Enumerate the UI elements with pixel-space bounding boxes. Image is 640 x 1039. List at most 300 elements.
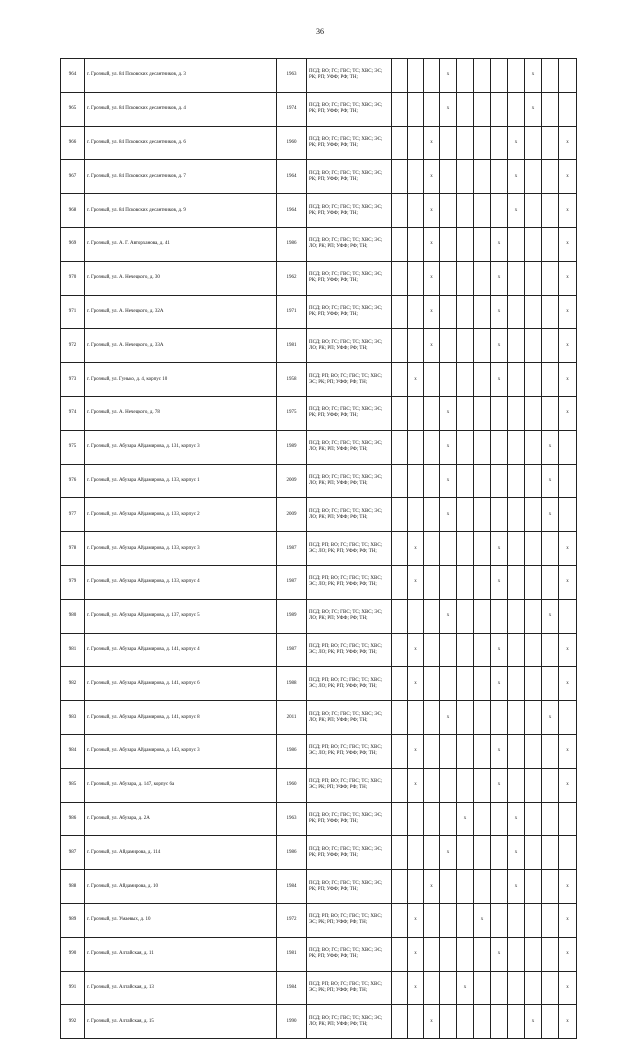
mark-cell	[392, 59, 408, 93]
services-cell: ПСД; ВО; ГС; ГВС; ТС; ХВС; ЭС; РК; РП; УФФ; РФ; ТН;	[307, 160, 392, 194]
mark-cell	[508, 227, 525, 261]
mark-cell	[542, 295, 559, 329]
mark-cell	[408, 59, 424, 93]
mark-cell	[542, 532, 559, 566]
mark-cell	[440, 126, 457, 160]
mark-cell	[457, 633, 474, 667]
address-cell: г. Грозный, ул. Абузара Айдамирова, д. 141, корпус 8	[85, 701, 277, 735]
services-cell: ПСД; ВО; ГС; ГВС; ТС; ХВС; ЭС; ЛО; РК; РП; УФФ; РФ; ТН;	[307, 227, 392, 261]
mark-cell	[542, 194, 559, 228]
table-row	[61, 194, 577, 228]
mark-cell: x	[408, 903, 424, 937]
mark-cell	[408, 701, 424, 735]
mark-cell	[542, 802, 559, 836]
mark-cell: x	[559, 295, 577, 329]
mark-cell	[424, 92, 440, 126]
address-cell: г. Грозный, ул. Абузара, д. 147, корпус 6а	[85, 768, 277, 802]
mark-cell	[525, 734, 542, 768]
mark-cell	[392, 295, 408, 329]
table-row	[61, 92, 577, 126]
services-cell: ПСД; ВО; ГС; ГВС; ТС; ХВС; ЭС; РК; РП; УФФ; РФ; ТН;	[307, 92, 392, 126]
mark-cell: x	[508, 194, 525, 228]
row-number-cell: 985	[61, 768, 85, 802]
mark-cell	[408, 329, 424, 363]
mark-cell: x	[491, 363, 508, 397]
mark-cell	[457, 667, 474, 701]
mark-cell	[457, 464, 474, 498]
mark-cell	[457, 701, 474, 735]
address-cell: г. Грозный, ул. Абузара Айдамирова, д. 141, корпус 4	[85, 633, 277, 667]
row-number-cell: 988	[61, 870, 85, 904]
mark-cell: x	[559, 903, 577, 937]
mark-cell: x	[542, 701, 559, 735]
services-cell: ПСД; ВО; ГС; ГВС; ТС; ХВС; ЭС; РК; РП; УФФ; РФ; ТН;	[307, 396, 392, 430]
mark-cell	[424, 667, 440, 701]
mark-cell	[542, 126, 559, 160]
mark-cell	[525, 396, 542, 430]
mark-cell	[508, 295, 525, 329]
mark-cell	[508, 464, 525, 498]
services-cell: ПСД; ВО; ГС; ГВС; ТС; ХВС; ЭС; РК; РП; УФФ; РФ; ТН;	[307, 126, 392, 160]
mark-cell	[525, 329, 542, 363]
mark-cell: x	[559, 227, 577, 261]
mark-cell	[424, 363, 440, 397]
mark-cell	[542, 937, 559, 971]
mark-cell	[440, 633, 457, 667]
mark-cell: x	[491, 295, 508, 329]
table-row	[61, 870, 577, 904]
year-cell: 1984	[277, 870, 307, 904]
table-row	[61, 430, 577, 464]
mark-cell: x	[525, 92, 542, 126]
address-cell: г. Грозный, ул. Абузара Айдамирова, д. 141, корпус 6	[85, 667, 277, 701]
year-cell: 1988	[277, 667, 307, 701]
mark-cell	[508, 498, 525, 532]
mark-cell	[392, 971, 408, 1005]
table-row	[61, 295, 577, 329]
mark-cell	[491, 194, 508, 228]
mark-cell	[474, 430, 491, 464]
mark-cell	[559, 464, 577, 498]
mark-cell	[559, 59, 577, 93]
mark-cell	[508, 971, 525, 1005]
mark-cell	[392, 532, 408, 566]
mark-cell	[508, 701, 525, 735]
row-number-cell: 965	[61, 92, 85, 126]
mark-cell: x	[508, 160, 525, 194]
mark-cell: x	[559, 633, 577, 667]
mark-cell: x	[508, 836, 525, 870]
mark-cell	[392, 633, 408, 667]
mark-cell	[542, 160, 559, 194]
mark-cell	[440, 667, 457, 701]
mark-cell	[457, 1005, 474, 1039]
mark-cell	[457, 565, 474, 599]
services-cell: ПСД; ВО; ГС; ГВС; ТС; ХВС; ЭС; ЛО; РК; РП; УФФ; РФ; ТН;	[307, 430, 392, 464]
table-row	[61, 396, 577, 430]
table-row	[61, 363, 577, 397]
mark-cell	[408, 126, 424, 160]
mark-cell	[542, 396, 559, 430]
mark-cell: x	[508, 870, 525, 904]
mark-cell: x	[440, 701, 457, 735]
mark-cell	[392, 701, 408, 735]
mark-cell: x	[424, 261, 440, 295]
mark-cell	[408, 464, 424, 498]
mark-cell: x	[559, 363, 577, 397]
mark-cell: x	[525, 59, 542, 93]
address-cell: г. Грозный, ул. Абузара Айдамирова, д. 133, корпус 1	[85, 464, 277, 498]
table-row	[61, 329, 577, 363]
mark-cell	[424, 734, 440, 768]
row-number-cell: 983	[61, 701, 85, 735]
table-row	[61, 532, 577, 566]
mark-cell	[474, 59, 491, 93]
mark-cell	[424, 971, 440, 1005]
mark-cell	[559, 802, 577, 836]
mark-cell	[457, 227, 474, 261]
mark-cell	[424, 802, 440, 836]
year-cell: 1963	[277, 802, 307, 836]
mark-cell: x	[508, 802, 525, 836]
mark-cell	[424, 59, 440, 93]
mark-cell	[474, 92, 491, 126]
mark-cell	[474, 701, 491, 735]
year-cell: 1975	[277, 396, 307, 430]
mark-cell	[424, 396, 440, 430]
page-number: 36	[316, 27, 324, 36]
mark-cell: x	[408, 363, 424, 397]
mark-cell: x	[542, 464, 559, 498]
mark-cell: x	[408, 971, 424, 1005]
mark-cell	[559, 92, 577, 126]
mark-cell	[457, 836, 474, 870]
row-number-cell: 973	[61, 363, 85, 397]
year-cell: 2011	[277, 701, 307, 735]
mark-cell	[440, 329, 457, 363]
year-cell: 1971	[277, 295, 307, 329]
mark-cell	[408, 599, 424, 633]
row-number-cell: 987	[61, 836, 85, 870]
year-cell: 1960	[277, 768, 307, 802]
mark-cell	[525, 532, 542, 566]
mark-cell	[424, 498, 440, 532]
mark-cell	[559, 836, 577, 870]
mark-cell	[392, 1005, 408, 1039]
mark-cell	[474, 227, 491, 261]
services-cell: ПСД; ВО; ГС; ГВС; ТС; ХВС; ЭС; РК; РП; УФФ; РФ; ТН;	[307, 937, 392, 971]
mark-cell: x	[559, 971, 577, 1005]
mark-cell	[474, 464, 491, 498]
mark-cell: x	[440, 396, 457, 430]
mark-cell	[474, 160, 491, 194]
mark-cell	[440, 160, 457, 194]
mark-cell: x	[440, 599, 457, 633]
mark-cell: x	[491, 937, 508, 971]
mark-cell	[559, 599, 577, 633]
address-cell: г. Грозный, ул. Алтайская, д. 13	[85, 971, 277, 1005]
year-cell: 1972	[277, 903, 307, 937]
mark-cell	[474, 937, 491, 971]
mark-cell	[457, 768, 474, 802]
mark-cell: x	[424, 295, 440, 329]
mark-cell: x	[491, 667, 508, 701]
mark-cell	[491, 59, 508, 93]
mark-cell	[491, 126, 508, 160]
services-cell: ПСД; ВО; ГС; ГВС; ТС; ХВС; ЭС; РК; РП; УФФ; РФ; ТН;	[307, 802, 392, 836]
mark-cell	[408, 836, 424, 870]
mark-cell: x	[559, 396, 577, 430]
address-cell: г. Грозный, ул. 84 Псковских десантников, д. 6	[85, 126, 277, 160]
address-cell: г. Грозный, ул. Алтайская, д. 15	[85, 1005, 277, 1039]
table-row	[61, 261, 577, 295]
mark-cell	[392, 667, 408, 701]
mark-cell	[392, 261, 408, 295]
mark-cell	[525, 363, 542, 397]
table-row	[61, 59, 577, 93]
mark-cell	[474, 532, 491, 566]
mark-cell	[508, 734, 525, 768]
services-cell: ПСД; РП; ВО; ГС; ГВС; ТС; ХВС; ЭС; ЛО; РК; РП; УФФ; РФ; ТН;	[307, 734, 392, 768]
mark-cell	[424, 599, 440, 633]
mark-cell: x	[408, 768, 424, 802]
mark-cell	[508, 1005, 525, 1039]
mark-cell	[424, 701, 440, 735]
mark-cell: x	[424, 126, 440, 160]
mark-cell	[525, 971, 542, 1005]
mark-cell	[457, 261, 474, 295]
mark-cell	[525, 498, 542, 532]
mark-cell	[525, 599, 542, 633]
mark-cell: x	[559, 329, 577, 363]
mark-cell: x	[408, 565, 424, 599]
mark-cell	[525, 464, 542, 498]
address-cell: г. Грозный, ул. 84 Псковских десантников, д. 3	[85, 59, 277, 93]
mark-cell	[491, 836, 508, 870]
mark-cell	[542, 633, 559, 667]
mark-cell: x	[491, 261, 508, 295]
mark-cell	[542, 565, 559, 599]
mark-cell	[542, 92, 559, 126]
row-number-cell: 971	[61, 295, 85, 329]
mark-cell	[457, 599, 474, 633]
year-cell: 1986	[277, 734, 307, 768]
mark-cell: x	[408, 734, 424, 768]
mark-cell	[457, 734, 474, 768]
row-number-cell: 976	[61, 464, 85, 498]
mark-cell	[424, 430, 440, 464]
mark-cell	[508, 261, 525, 295]
year-cell: 1974	[277, 92, 307, 126]
mark-cell	[474, 565, 491, 599]
mark-cell	[392, 836, 408, 870]
services-cell: ПСД; ВО; ГС; ГВС; ТС; ХВС; ЭС; РК; РП; УФФ; РФ; ТН;	[307, 295, 392, 329]
mark-cell	[457, 532, 474, 566]
row-number-cell: 968	[61, 194, 85, 228]
mark-cell	[457, 498, 474, 532]
mark-cell	[424, 464, 440, 498]
address-cell: г. Грозный, ул. Абузара Айдамирова, д. 131, корпус 3	[85, 430, 277, 464]
mark-cell	[508, 599, 525, 633]
year-cell: 1990	[277, 1005, 307, 1039]
table-row	[61, 633, 577, 667]
table-row	[61, 498, 577, 532]
mark-cell	[474, 329, 491, 363]
row-number-cell: 977	[61, 498, 85, 532]
mark-cell	[392, 565, 408, 599]
mark-cell	[525, 160, 542, 194]
mark-cell	[440, 937, 457, 971]
services-cell: ПСД; ВО; ГС; ГВС; ТС; ХВС; ЭС; ЛО; РК; РП; УФФ; РФ; ТН;	[307, 701, 392, 735]
mark-cell	[474, 1005, 491, 1039]
table-row	[61, 160, 577, 194]
services-cell: ПСД; ВО; ГС; ГВС; ТС; ХВС; ЭС; РК; РП; УФФ; РФ; ТН;	[307, 870, 392, 904]
services-cell: ПСД; ВО; ГС; ГВС; ТС; ХВС; ЭС; РК; РП; УФФ; РФ; ТН;	[307, 59, 392, 93]
table-row	[61, 701, 577, 735]
mark-cell	[440, 565, 457, 599]
mark-cell	[392, 937, 408, 971]
row-number-cell: 975	[61, 430, 85, 464]
mark-cell	[440, 903, 457, 937]
row-number-cell: 992	[61, 1005, 85, 1039]
mark-cell: x	[440, 498, 457, 532]
mark-cell	[392, 802, 408, 836]
mark-cell: x	[491, 633, 508, 667]
table-row	[61, 599, 577, 633]
mark-cell	[525, 227, 542, 261]
mark-cell	[408, 227, 424, 261]
mark-cell: x	[440, 836, 457, 870]
mark-cell	[542, 734, 559, 768]
mark-cell	[525, 667, 542, 701]
mark-cell	[508, 532, 525, 566]
year-cell: 1986	[277, 836, 307, 870]
row-number-cell: 986	[61, 802, 85, 836]
mark-cell	[508, 565, 525, 599]
mark-cell	[424, 633, 440, 667]
mark-cell	[474, 194, 491, 228]
address-cell: г. Грозный, ул. А. Нечецкого, д. 30	[85, 261, 277, 295]
mark-cell	[525, 903, 542, 937]
year-cell: 1987	[277, 532, 307, 566]
address-cell: г. Грозный, ул. Абузара, д. 2А	[85, 802, 277, 836]
table-row	[61, 734, 577, 768]
mark-cell	[408, 194, 424, 228]
mark-cell: x	[424, 870, 440, 904]
mark-cell	[508, 363, 525, 397]
mark-cell: x	[408, 667, 424, 701]
mark-cell	[440, 261, 457, 295]
year-cell: 1987	[277, 633, 307, 667]
services-cell: ПСД; ВО; ГС; ГВС; ТС; ХВС; ЭС; ЛО; РК; РП; УФФ; РФ; ТН;	[307, 1005, 392, 1039]
services-cell: ПСД; РП; ВО; ГС; ГВС; ТС; ХВС; ЭС; ЛО; РК; РП; УФФ; РФ; ТН;	[307, 667, 392, 701]
mark-cell	[525, 870, 542, 904]
mark-cell	[542, 870, 559, 904]
mark-cell	[392, 194, 408, 228]
mark-cell	[474, 126, 491, 160]
row-number-cell: 980	[61, 599, 85, 633]
mark-cell: x	[440, 92, 457, 126]
mark-cell	[542, 227, 559, 261]
mark-cell	[525, 430, 542, 464]
mark-cell: x	[440, 430, 457, 464]
address-cell: г. Грозный, ул. А. Нечецкого, д. 33А	[85, 329, 277, 363]
address-cell: г. Грозный, ул. А. Нечецкого, д. 32А	[85, 295, 277, 329]
mark-cell	[424, 903, 440, 937]
address-cell: г. Грозный, ул. Абузара Айдамирова, д. 133, корпус 3	[85, 532, 277, 566]
mark-cell: x	[559, 937, 577, 971]
year-cell: 2009	[277, 498, 307, 532]
mark-cell: x	[408, 937, 424, 971]
address-cell: г. Грозный, ул. Алтайская, д. 11	[85, 937, 277, 971]
mark-cell	[408, 396, 424, 430]
mark-cell	[491, 599, 508, 633]
mark-cell	[508, 633, 525, 667]
mark-cell	[440, 971, 457, 1005]
mark-cell	[474, 734, 491, 768]
row-number-cell: 984	[61, 734, 85, 768]
services-cell: ПСД; ВО; ГС; ГВС; ТС; ХВС; ЭС; РК; РП; УФФ; РФ; ТН;	[307, 836, 392, 870]
mark-cell	[457, 194, 474, 228]
row-number-cell: 970	[61, 261, 85, 295]
housing-register-table	[60, 58, 577, 1039]
mark-cell	[508, 903, 525, 937]
mark-cell	[525, 937, 542, 971]
services-cell: ПСД; РП; ВО; ГС; ГВС; ТС; ХВС; ЭС; РК; РП; УФФ; РФ; ТН;	[307, 903, 392, 937]
mark-cell: x	[559, 194, 577, 228]
mark-cell	[474, 261, 491, 295]
mark-cell: x	[457, 971, 474, 1005]
mark-cell	[440, 532, 457, 566]
mark-cell	[491, 160, 508, 194]
mark-cell: x	[424, 160, 440, 194]
mark-cell	[392, 92, 408, 126]
mark-cell: x	[457, 802, 474, 836]
mark-cell: x	[559, 667, 577, 701]
mark-cell	[542, 971, 559, 1005]
mark-cell	[508, 329, 525, 363]
mark-cell	[392, 903, 408, 937]
row-number-cell: 969	[61, 227, 85, 261]
address-cell: г. Грозный, ул. 84 Псковских десантников, д. 4	[85, 92, 277, 126]
table-row	[61, 768, 577, 802]
services-cell: ПСД; ВО; ГС; ГВС; ТС; ХВС; ЭС; ЛО; РК; РП; УФФ; РФ; ТН;	[307, 464, 392, 498]
row-number-cell: 978	[61, 532, 85, 566]
mark-cell	[392, 599, 408, 633]
table-row	[61, 464, 577, 498]
mark-cell	[542, 1005, 559, 1039]
mark-cell	[392, 227, 408, 261]
row-number-cell: 967	[61, 160, 85, 194]
mark-cell	[392, 768, 408, 802]
mark-cell: x	[559, 126, 577, 160]
mark-cell	[474, 599, 491, 633]
mark-cell	[440, 734, 457, 768]
mark-cell	[457, 329, 474, 363]
mark-cell	[474, 768, 491, 802]
table-row	[61, 937, 577, 971]
mark-cell: x	[559, 160, 577, 194]
mark-cell	[424, 836, 440, 870]
mark-cell: x	[525, 1005, 542, 1039]
mark-cell: x	[440, 464, 457, 498]
mark-cell: x	[491, 227, 508, 261]
mark-cell: x	[559, 261, 577, 295]
mark-cell	[525, 261, 542, 295]
year-cell: 1989	[277, 430, 307, 464]
table-row	[61, 227, 577, 261]
mark-cell	[525, 768, 542, 802]
